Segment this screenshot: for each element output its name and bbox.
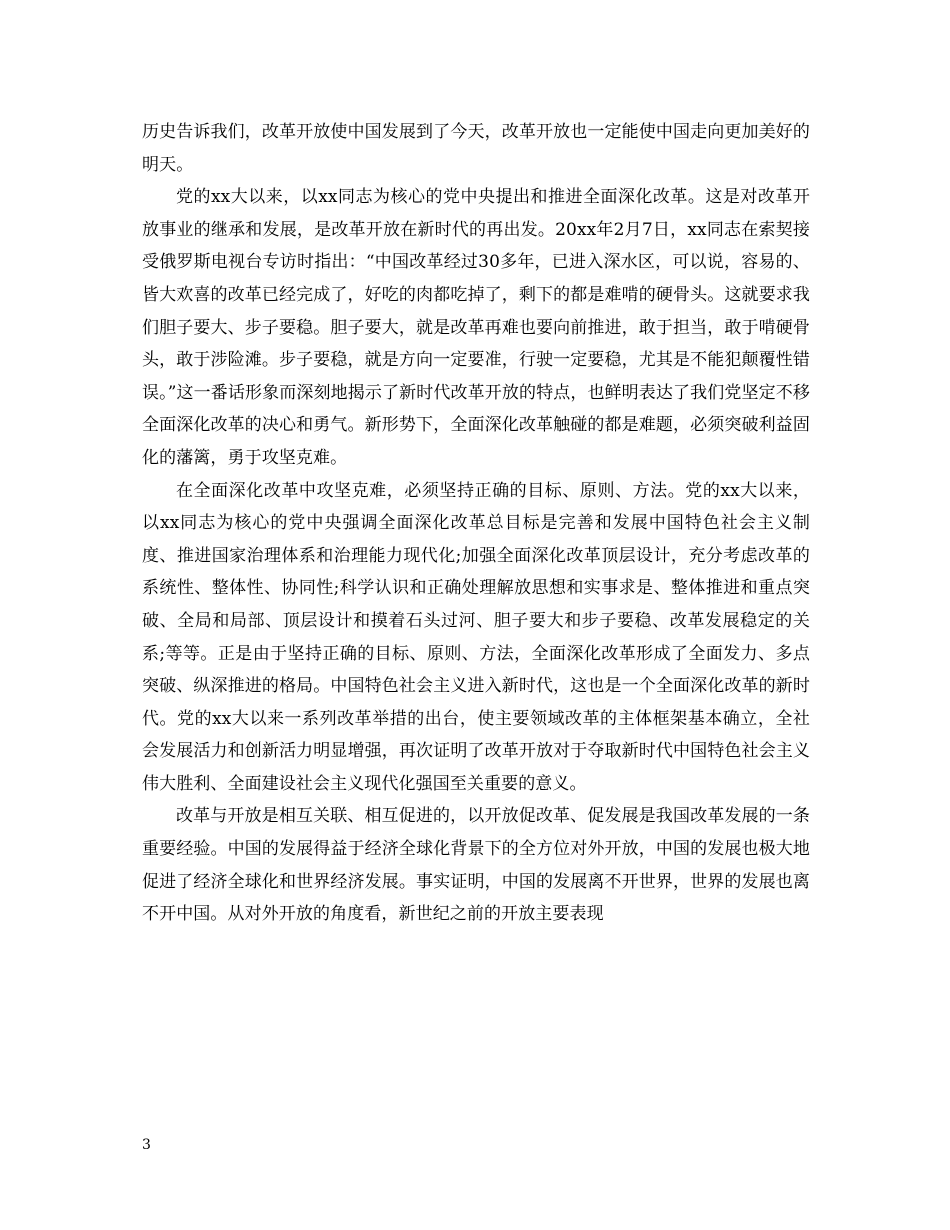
paragraph-3: 在全面深化改革中攻坚克难，必须坚持正确的目标、原则、方法。党的xx大以来，以xx同志为核心的党中央强调全面深化改革总目标是完善和发展中国特色社会主义制度、推进国家治理体系和治理能力现代化;加强全面深化改革顶层设计，充分考虑改革的系统性、整体性、协同性;科学认识和正确处理解放思想和实事求是、整体推进和重点突破、全局和局部、顶层设计和摸着石头过河、胆子要大和步子要稳、改革发展稳定的关系;等等。正是由于坚持正确的目标、原则、方法，全面深化改革形成了全面发力、多点突破、纵深推进的格局。中国特色社会主义进入新时代，这也是一个全面深化改革的新时代。党的xx大以来一系列改革举措的出台，使主要领域改革的主体框架基本确立，全社会发展活力和创新活力明显增强，再次证明了改革开放对于夺取新时代中国特色社会主义伟大胜利、全面建设社会主义现代化强国至关重要的意义。: [142, 480, 810, 794]
paragraph-4: 改革与开放是相互关联、相互促进的，以开放促改革、促发展是我国改革发展的一条重要经验。中国的发展得益于经济全球化背景下的全方位对外开放，中国的发展也极大地促进了经济全球化和世界经济发展。事实证明，中国的发展离不开世界，世界的发展也离不开中国。从对外开放的角度看，新世纪之前的开放主要表现: [142, 806, 810, 925]
page-number: 3: [142, 1137, 151, 1153]
document-body: [142, 116, 810, 931]
paragraph-2: 党的xx大以来，以xx同志为核心的党中央提出和推进全面深化改革。这是对改革开放事业的继承和发展，是改革开放在新时代的再出发。20xx年2月7日，xx同志在索契接受俄罗斯电视台专访时指出：“中国改革经过30多年，已进入深水区，可以说，容易的、皆大欢喜的改革已经完成了，好吃的肉都吃掉了，剩下的都是难啃的硬骨头。这就要求我们胆子要大、步子要稳。胆子要大，就是改革再难也要向前推进，敢于担当，敢于啃硬骨头，敢于涉险滩。步子要稳，就是方向一定要准，行驶一定要稳，尤其是不能犯颠覆性错误。”这一番话形象而深刻地揭示了新时代改革开放的特点，也鲜明表达了我们党坚定不移全面深化改革的决心和勇气。新形势下，全面深化改革触碰的都是难题，必须突破利益固化的藩篱，勇于攻坚克难。: [142, 187, 810, 468]
paragraph-1: 历史告诉我们，改革开放使中国发展到了今天，改革开放也一定能使中国走向更加美好的明天。: [142, 122, 810, 175]
